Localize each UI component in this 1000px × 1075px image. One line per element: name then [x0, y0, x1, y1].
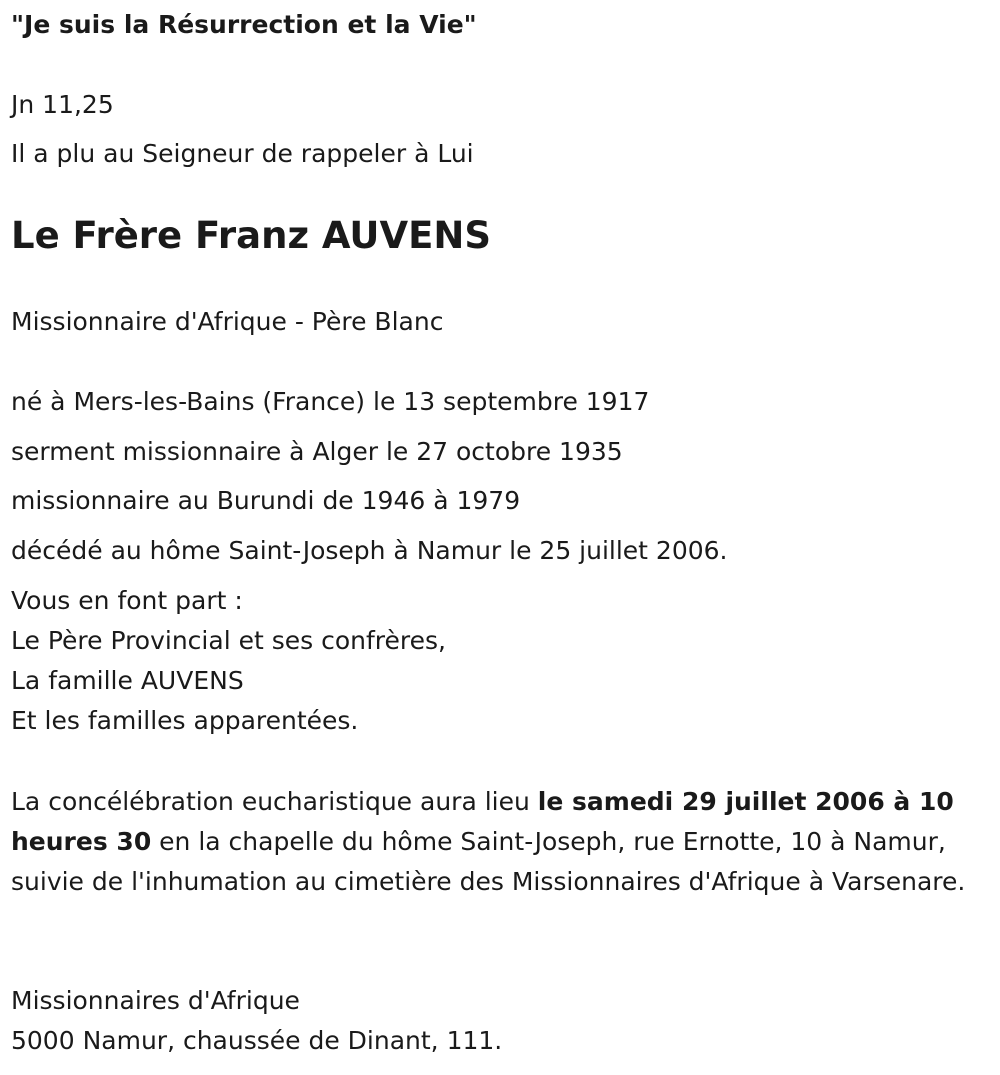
bible-quote: "Je suis la Résurrection et la Vie": [11, 10, 477, 39]
bible-reference: Jn 11,25: [11, 90, 114, 119]
family-line: La famille AUVENS: [11, 666, 244, 695]
deceased-title: Missionnaire d'Afrique - Père Blanc: [11, 307, 444, 336]
ceremony-paragraph: [11, 782, 996, 902]
ceremony-text-after: en la chapelle du hôme Saint-Joseph, rue Ernotte, 10 à Namur, suivie de l'inhumation au cimetière des Missionnaires d'Afrique à Varsenare.: [11, 827, 966, 896]
bio-oath: serment missionnaire à Alger le 27 octobre 1935: [11, 437, 623, 466]
ceremony-date: le samedi 29 juillet 2006 à 10 heures 30: [11, 787, 954, 856]
deceased-name: Le Frère Franz AUVENS: [11, 214, 491, 257]
bio-mission: missionnaire au Burundi de 1946 à 1979: [11, 486, 521, 515]
bio-death: décédé au hôme Saint-Joseph à Namur le 25 juillet 2006.: [11, 536, 728, 565]
footer-organisation: Missionnaires d'Afrique: [11, 986, 300, 1015]
ceremony-text-before: La concélébration eucharistique aura lieu: [11, 787, 538, 816]
announcement-lead: Vous en font part :: [11, 586, 243, 615]
bio-birth: né à Mers-les-Bains (France) le 13 septembre 1917: [11, 387, 650, 416]
family-line: Le Père Provincial et ses confrères,: [11, 626, 446, 655]
family-line: Et les familles apparentées.: [11, 706, 359, 735]
intro-text: Il a plu au Seigneur de rappeler à Lui: [11, 139, 474, 168]
footer-address: 5000 Namur, chaussée de Dinant, 111.: [11, 1026, 503, 1055]
